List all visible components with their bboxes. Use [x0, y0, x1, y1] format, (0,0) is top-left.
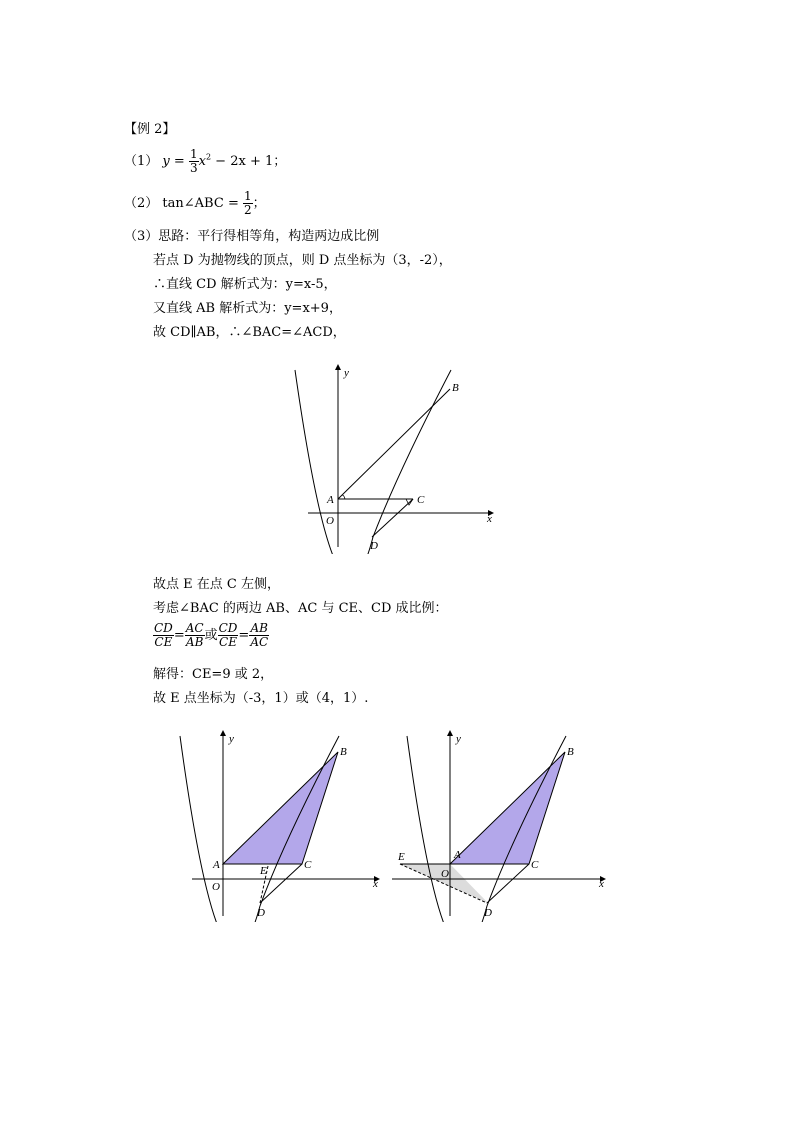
label-y: y [456, 733, 461, 745]
label-b: B [567, 746, 574, 758]
part3-line2: ∴直线 CD 解析式为：y=x-5， [153, 277, 337, 292]
part2-eq: = [227, 196, 239, 211]
part2-answer [124, 190, 266, 217]
part2-tan: tan∠ABC [162, 196, 224, 211]
shaded-triangle-abc [450, 752, 565, 864]
ratio-frac-4-num: AB [250, 621, 268, 635]
part1-fraction [189, 148, 199, 175]
part3-heading [124, 228, 379, 246]
part1-x: x [198, 154, 206, 169]
label-d: D [484, 907, 492, 919]
label-x: x [599, 878, 604, 890]
part1-frac-num: 1 [189, 147, 198, 161]
part2-label: （2） [124, 196, 159, 211]
part3-line7: 解得：CE=9 或 2， [153, 667, 274, 682]
ratio-or: 或 [204, 628, 218, 643]
ratio-frac-1-den: CE [154, 635, 173, 649]
figure-parabola-main [288, 362, 498, 554]
ratio-frac-2 [185, 622, 205, 649]
part3-line4: 故 CD∥AB，∴∠BAC=∠ACD， [153, 325, 346, 340]
label-x: x [487, 513, 492, 525]
ratio-frac-1-num: CD [154, 621, 173, 635]
segment-ab [338, 389, 450, 499]
part1-frac-den: 3 [189, 161, 198, 175]
part3-line3: 又直线 AB 解析式为：y=x+9， [153, 301, 342, 316]
part1-end: ； [273, 154, 287, 169]
ratio-frac-2-num: AC [185, 621, 204, 635]
ratio-frac-3 [218, 622, 239, 649]
label-d: D [257, 907, 265, 919]
label-y: y [229, 733, 234, 745]
part3-line6: 考虑∠BAC 的两边 AB、AC 与 CE、CD 成比例： [153, 601, 448, 616]
angle-mark-a [342, 495, 345, 499]
figure-case-e-left [388, 726, 613, 922]
y-axis-arrow [220, 730, 226, 736]
part3-label: （3） [124, 229, 159, 244]
y-axis-arrow [447, 730, 453, 736]
part2-frac-den: 2 [243, 203, 252, 217]
label-o: O [212, 881, 220, 893]
part1-eq: = [173, 154, 185, 169]
label-a: A [327, 494, 334, 506]
ratio-equation [153, 622, 269, 649]
parabola-curve [295, 370, 451, 554]
ratio-eq-1: = [173, 628, 185, 643]
ratio-frac-4 [249, 622, 269, 649]
part1-square: 2 [205, 152, 212, 162]
label-c: C [531, 859, 539, 871]
label-o: O [326, 515, 334, 527]
segment-cd [372, 499, 413, 537]
label-e: E [260, 865, 267, 877]
part2-end: ； [252, 196, 266, 211]
label-c: C [304, 859, 312, 871]
ratio-frac-2-den: AB [185, 635, 204, 649]
ratio-eq-2: = [238, 628, 250, 643]
label-o: O [441, 868, 449, 880]
label-y: y [344, 367, 349, 379]
label-b: B [452, 382, 459, 394]
part3-line1: 若点 D 为抛物线的顶点，则 D 点坐标为（3，-2）， [153, 253, 452, 268]
part2-frac-num: 1 [243, 189, 252, 203]
label-c: C [417, 494, 425, 506]
part2-fraction [243, 190, 253, 217]
shaded-triangle-abc [223, 752, 338, 864]
label-b: B [340, 746, 347, 758]
label-d: D [370, 540, 378, 552]
part1-rest: − 2x + 1 [211, 154, 274, 169]
ratio-frac-3-den: CE [219, 635, 237, 649]
part3-line8: 故 E 点坐标为（-3，1）或（4，1）. [153, 691, 369, 706]
part3-line5: 故点 E 在点 C 左侧， [153, 577, 280, 592]
label-a: A [454, 849, 461, 861]
label-x: x [373, 878, 378, 890]
part1-label: （1） [124, 154, 159, 169]
example-title: 【例 2】 [124, 122, 176, 137]
part1-y: y [162, 154, 170, 169]
y-axis-arrow [335, 364, 341, 370]
label-a: A [213, 859, 220, 871]
part3-heading-text: 思路：平行得相等角，构造两边成比例 [158, 229, 380, 244]
figure-case-e-right [172, 726, 387, 922]
segment-cd [487, 864, 529, 903]
part1-answer [124, 148, 286, 175]
label-e: E [398, 851, 405, 863]
ratio-frac-4-den: AC [250, 635, 269, 649]
ratio-frac-1 [153, 622, 174, 649]
ratio-frac-3-num: CD [218, 621, 238, 635]
